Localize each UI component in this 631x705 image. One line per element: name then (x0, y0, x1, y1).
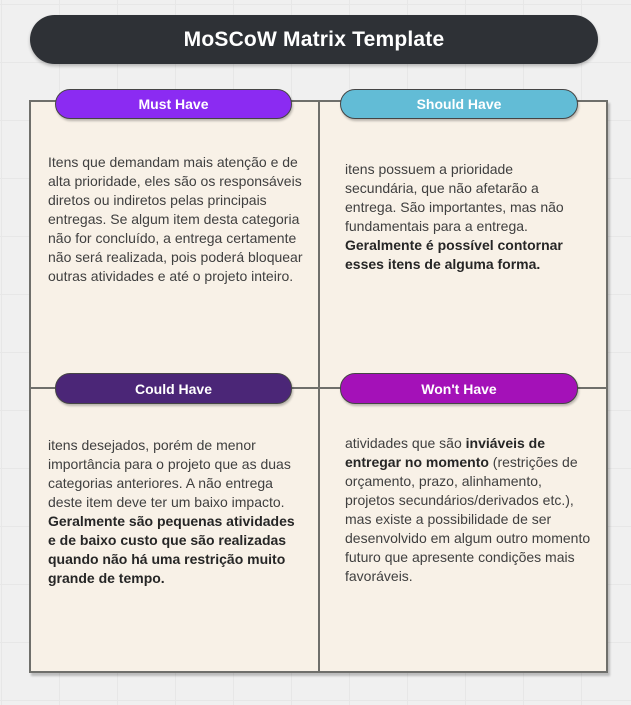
matrix-title-shape[interactable] (30, 15, 598, 64)
could-have-description[interactable]: itens desejados, porém de menor importância para o projeto que as duas categorias anteriores. A não entrega deste item deve ter um baixo impacto. Geralmente são pequenas atividades e de baixo custo que são realizadas quando não há uma restrição muito grande de tempo. (48, 437, 295, 587)
must-have-label: Must Have (138, 96, 209, 112)
could-have-label: Could Have (134, 380, 212, 397)
should-have-label: Should Have (416, 96, 502, 112)
wont-have-description[interactable]: atividades que são inviáveis de entregar no momento (restrições de orçamento, prazo, alinhamento, projetos secundários/derivados etc.), mas existe a possibilidade de ser desenvolvido em algum outro momento futuro que apresente condições mais favoráveis. (345, 435, 591, 585)
must-have-header-pill[interactable] (55, 89, 292, 119)
should-have-description[interactable]: itens possuem a prioridade secundária, que não afetarão a entrega. São importantes, mas não fundamentais para a entrega. Geralmente é possível contornar esses itens de alguma forma. (345, 161, 564, 273)
could-have-header-pill[interactable] (55, 373, 292, 404)
must-have-description[interactable]: Itens que demandam mais atenção e de alta prioridade, eles são os responsáveis diretos ou indiretos pelas principais entregas. Se algum item desta categoria não for concluído, a entrega certamente não será realizada, pois poderá bloquear outras atividades e até o projeto inteiro. (48, 154, 303, 285)
should-have-header-pill[interactable] (340, 89, 578, 119)
wont-have-label: Won't Have (421, 380, 497, 397)
wont-have-header-pill[interactable] (340, 373, 578, 404)
matrix-title: MoSCoW Matrix Template (183, 27, 445, 51)
